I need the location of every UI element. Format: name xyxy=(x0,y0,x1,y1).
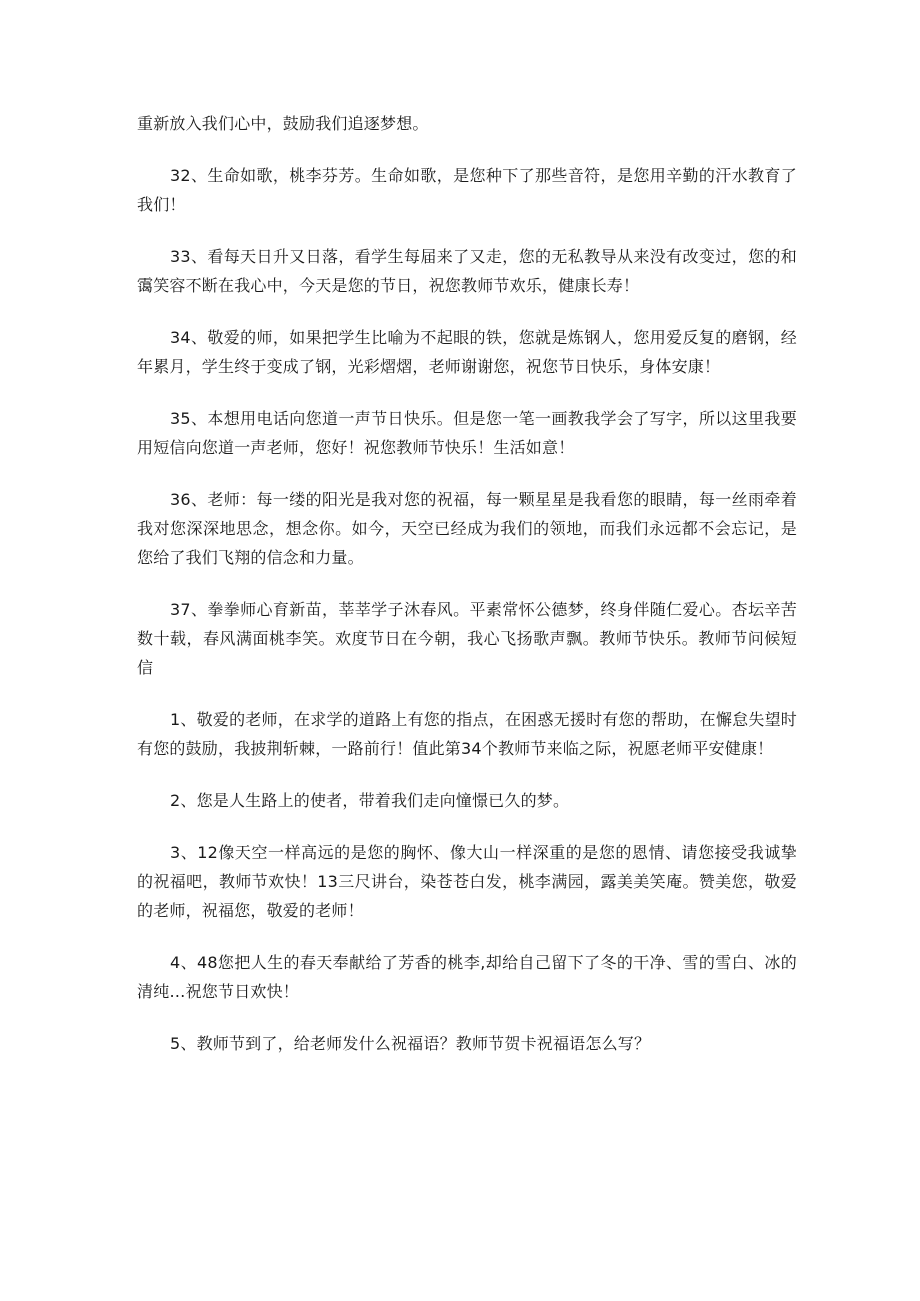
paragraph-34: 34、敬爱的师，如果把学生比喻为不起眼的铁，您就是炼钢人，您用爱反复的磨钢，经年累月，学生终于变成了钢，光彩熠熠，老师谢谢您，祝您节日快乐，身体安康！ xyxy=(137,328,797,376)
document-body xyxy=(137,109,797,1081)
paragraph-4: 4、48您把人生的春天奉献给了芳香的桃李,却给自己留下了冬的干净、雪的雪白、冰的清纯…祝您节日欢快！ xyxy=(137,953,797,1001)
paragraph-3: 3、12像天空一样高远的是您的胸怀、像大山一样深重的是您的恩情、请您接受我诚挚的祝福吧，教师节欢快！13三尺讲台，染苍苍白发，桃李满园，露美美笑庵。赞美您，敬爱的老师，祝福您，敬爱的老师！ xyxy=(137,843,797,920)
paragraph-36: 36、老师：每一缕的阳光是我对您的祝福，每一颗星星是我看您的眼睛，每一丝雨牵着我对您深深地思念，想念你。如今，天空已经成为我们的领地，而我们永远都不会忘记，是您给了我们飞翔的信念和力量。 xyxy=(137,490,797,567)
paragraph-33: 33、看每天日升又日落，看学生每届来了又走，您的无私教导从来没有改变过，您的和霭笑容不断在我心中，今天是您的节日，祝您教师节欢乐，健康长寿！ xyxy=(137,247,797,295)
paragraph-32: 32、生命如歌，桃李芬芳。生命如歌，是您种下了那些音符，是您用辛勤的汗水教育了我们！ xyxy=(137,166,797,214)
paragraph-2: 2、您是人生路上的使者，带着我们走向憧憬已久的梦。 xyxy=(170,791,570,810)
paragraph-continuation: 重新放入我们心中，鼓励我们追逐梦想。 xyxy=(137,114,429,133)
paragraph-35: 35、本想用电话向您道一声节日快乐。但是您一笔一画教我学会了写字，所以这里我要用短信向您道一声老师，您好！祝您教师节快乐！生活如意！ xyxy=(137,409,797,457)
paragraph-37: 37、拳拳师心育新苗，莘莘学子沐春风。平素常怀公德梦，终身伴随仁爱心。杏坛辛苦数十载，春风满面桃李笑。欢度节日在今朝，我心飞扬歌声飘。教师节快乐。教师节问候短信 xyxy=(137,600,797,677)
paragraph-5: 5、教师节到了，给老师发什么祝福语？教师节贺卡祝福语怎么写？ xyxy=(170,1034,651,1053)
paragraph-1: 1、敬爱的老师，在求学的道路上有您的指点，在困惑无援时有您的帮助，在懈怠失望时有您的鼓励，我披荆斩棘，一路前行！值此第34个教师节来临之际，祝愿老师平安健康！ xyxy=(137,710,797,758)
